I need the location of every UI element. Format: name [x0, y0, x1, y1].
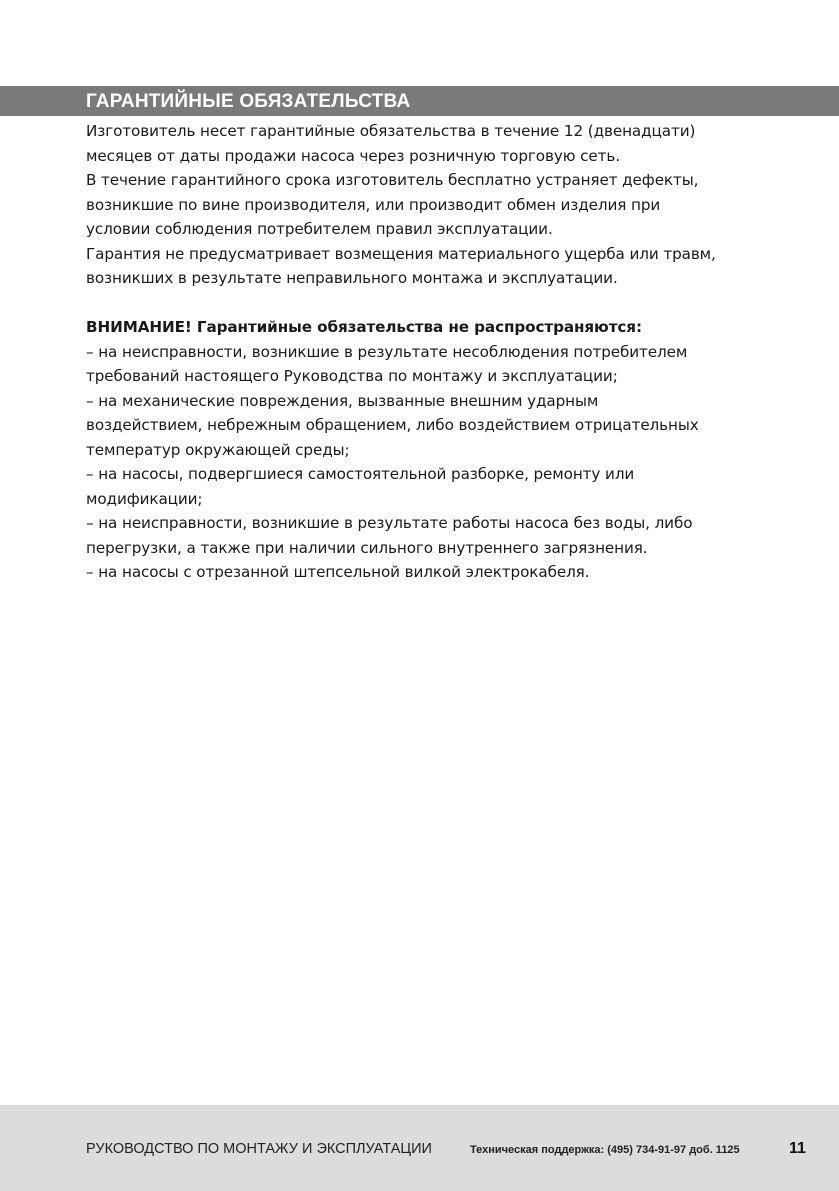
- list-item-line: – на насосы с отрезанной штепсельной вилкой электрокабеля.: [86, 563, 590, 581]
- exclusions-list: [86, 315, 766, 585]
- list-item-line: температур окружающей среды;: [86, 440, 350, 459]
- text-line: месяцев от даты продажи насоса через розничную торговую сеть.: [86, 146, 620, 165]
- main-content: [86, 119, 766, 585]
- text-line: В течение гарантийного срока изготовитель бесплатно устраняет дефекты,: [86, 171, 699, 189]
- paragraph-spacer: [86, 291, 766, 316]
- list-item-line: воздействием, небрежным обращением, либо воздействием отрицательных: [86, 416, 699, 434]
- warranty-paragraph: [86, 119, 766, 291]
- text-line: Гарантия не предусматривает возмещения материального ущерба или травм,: [86, 244, 716, 263]
- text-line: возникших в результате неправильного монтажа и эксплуатации.: [86, 269, 618, 287]
- attention-heading: ВНИМАНИЕ! Гарантийные обязательства не распространяются:: [86, 318, 642, 336]
- section-header-bar: [0, 86, 839, 116]
- list-item-line: – на насосы, подвергшиеся самостоятельной разборке, ремонту или: [86, 465, 635, 483]
- list-item-line: – на неисправности, возникшие в результате несоблюдения потребителем: [86, 342, 688, 361]
- page-number: 11: [789, 1140, 806, 1157]
- list-item-line: – на неисправности, возникшие в результате работы насоса без воды, либо: [86, 514, 693, 532]
- support-contact: Техническая поддержка: (495) 734-91-97 доб. 1125: [470, 1144, 740, 1156]
- section-title: ГАРАНТИЙНЫЕ ОБЯЗАТЕЛЬСТВА: [86, 91, 411, 112]
- list-item-line: требований настоящего Руководства по монтажу и эксплуатации;: [86, 367, 618, 385]
- list-item-line: перегрузки, а также при наличии сильного внутреннего загрязнения.: [86, 538, 648, 557]
- text-line: Изготовитель несет гарантийные обязательства в течение 12 (двенадцати): [86, 122, 696, 140]
- text-line: возникшие по вине производителя, или производит обмен изделия при: [86, 195, 661, 214]
- list-item-line: – на механические повреждения, вызванные внешним ударным: [86, 391, 599, 410]
- list-item-line: модификации;: [86, 489, 203, 508]
- manual-title: РУКОВОДСТВО ПО МОНТАЖУ И ЭКСПЛУАТАЦИИ: [86, 1141, 432, 1157]
- text-line: условии соблюдения потребителем правил эксплуатации.: [86, 220, 553, 238]
- page-footer: [0, 1105, 839, 1191]
